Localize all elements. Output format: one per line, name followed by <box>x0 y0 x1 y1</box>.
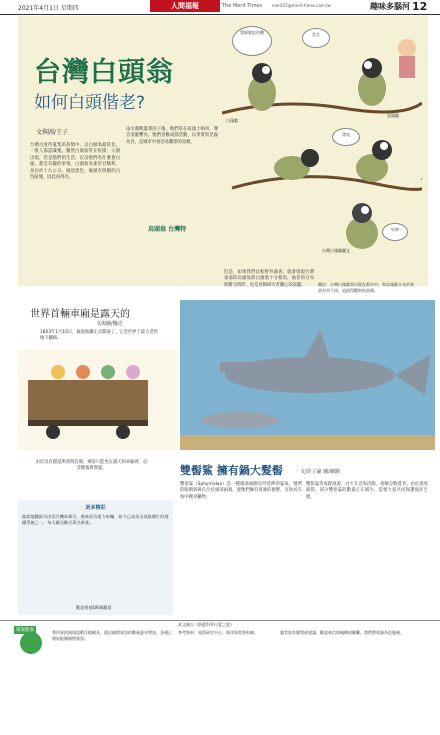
more-info-title: 更多精彩 <box>85 505 106 511</box>
brand-name: The Merit Times <box>222 3 263 9</box>
footer-middle-text: 參考資料：鯊魚研究中心、海洋保育資料庫。 <box>178 630 258 635</box>
footer-left-text: 利用垂釣鉤與流動浮標網具，漁民捕撈鯊魚的數量逐年增加，各國已開始限制捕撈鯊魚。 <box>52 630 172 641</box>
photo-caption: 攝註：台灣白頭翁常出現在都市中，和烏頭翁分布於東部有所不同，是值得觀察的鳥類。 <box>318 282 414 293</box>
bird-label-1: 白頭翁 <box>226 118 238 123</box>
article-title: 台灣白頭翁 <box>34 57 174 88</box>
badge-icon <box>20 632 42 654</box>
tram-article-title: 世界首輛車廂是露天的 <box>30 309 130 320</box>
shark-illustration <box>180 300 435 450</box>
speech-bubble-4: 好棒 <box>382 223 408 241</box>
bird-label-2: 烏頭翁 <box>387 113 399 118</box>
footer-source: 本文摘自《湛藍科學可愛之旅》 <box>178 622 234 627</box>
speech-bubble-3: 漂亮 <box>332 128 360 146</box>
tram-article-author: 文與圖/魏克 <box>96 321 123 327</box>
footer-divider <box>0 620 440 621</box>
badge-label: 環保健康 <box>16 628 34 633</box>
section-title: 趣味多腦河 <box>370 2 410 11</box>
tram-drawing <box>18 350 178 450</box>
article-subtitle: 如何白頭偕老? <box>34 93 146 113</box>
contact-email: merit21@merit-times.com.tw <box>272 3 331 8</box>
tram-caption: 由於沒有隧道與照明設備，乘客只能坐在露天的車廂裡，忍受煙霧與寒風。 <box>35 460 148 472</box>
article-column-2: 雨水潤飽葉菜因子後，牠們常在枝頭上鳴叫，聲音清脆響亮。牠們喜歡成群活動，以果實與昆蟲為食，是城市中很容易觀察的鳥類。 <box>126 127 218 145</box>
shark-drawing <box>180 300 435 450</box>
shark-column-1: 雙髻鯊（Sphyrnidae）是一種頭部兩側向外延伸的鯊魚，牠們的眼睛與鼻孔位於頭部兩端，使牠們擁有寬廣的視野，有助於在海中搜尋獵物。 <box>180 482 302 500</box>
speech-bubble-1: 我唱歌給你聽 <box>232 26 272 56</box>
tram-illustration <box>18 350 178 450</box>
article-byline: 文與圖/王子 <box>36 129 69 136</box>
page-number: 12 <box>412 0 428 13</box>
newspaper-logo: 人間福報 <box>150 0 220 12</box>
bird-label-3: 台灣白頭翁圖文 <box>322 248 350 253</box>
article-subhead: 烏頭翁 台灣特 <box>148 226 187 233</box>
more-info-cta: 歡迎掃描QR碼觀看 <box>76 605 112 610</box>
footer-right-text: 讀者如有疑問或建議，歡迎來信與編輯部聯繫，我們將竭誠為您服務。 <box>280 630 404 635</box>
shark-article-title: 雙髻鯊 擁有鍋大髮髻 <box>180 464 283 477</box>
more-info-text: 倫敦地鐵最早由蒸汽機車牽引，後來改為電力車輛，如今已成為全球最繁忙的地鐵系統之一，每天載送數百萬名乘客。 <box>22 514 169 525</box>
article-column-1: 台灣百度所蒐集的鳥類中，以白頭翁最常見，一般人都認識牠。雖然白頭翁常在校園、公園出現，但是牠們的生活，以及牠們為什麼會白頭，都是有趣的事情。白頭翁為雀形目鵯科，身長約十九公分，頭頂黑色，後頭有明顯的白色區塊，因此而得名。 <box>30 143 120 181</box>
issue-date: 2021年4月1日 星期四 <box>18 5 79 12</box>
speech-bubble-2: 美女 <box>302 28 330 48</box>
page-header <box>0 0 440 14</box>
bird-illustration <box>222 18 422 263</box>
article-column-3: 但是，如果我們比較野外調查，就會發現台灣東部的烏頭翁與白頭翁十分相似，兩者的分布與雜交情形，也是鳥類研究者關心的話題。 <box>224 270 314 288</box>
header-divider <box>0 14 440 15</box>
shark-article-author: 文/許立豪 圖/網路 <box>300 469 340 475</box>
shark-column-2: 雙髻鯊常成群洄游，白天在近海活動，夜晚分散覓食。由於過度捕撈，部分雙髻鯊的數量正在減少，需要大家共同保護海洋生態。 <box>306 482 428 500</box>
tram-article-text: 1803年1月10日，倫敦地鐵正式開通了，它是世界上最古老的地下鐵路。 <box>40 330 158 342</box>
